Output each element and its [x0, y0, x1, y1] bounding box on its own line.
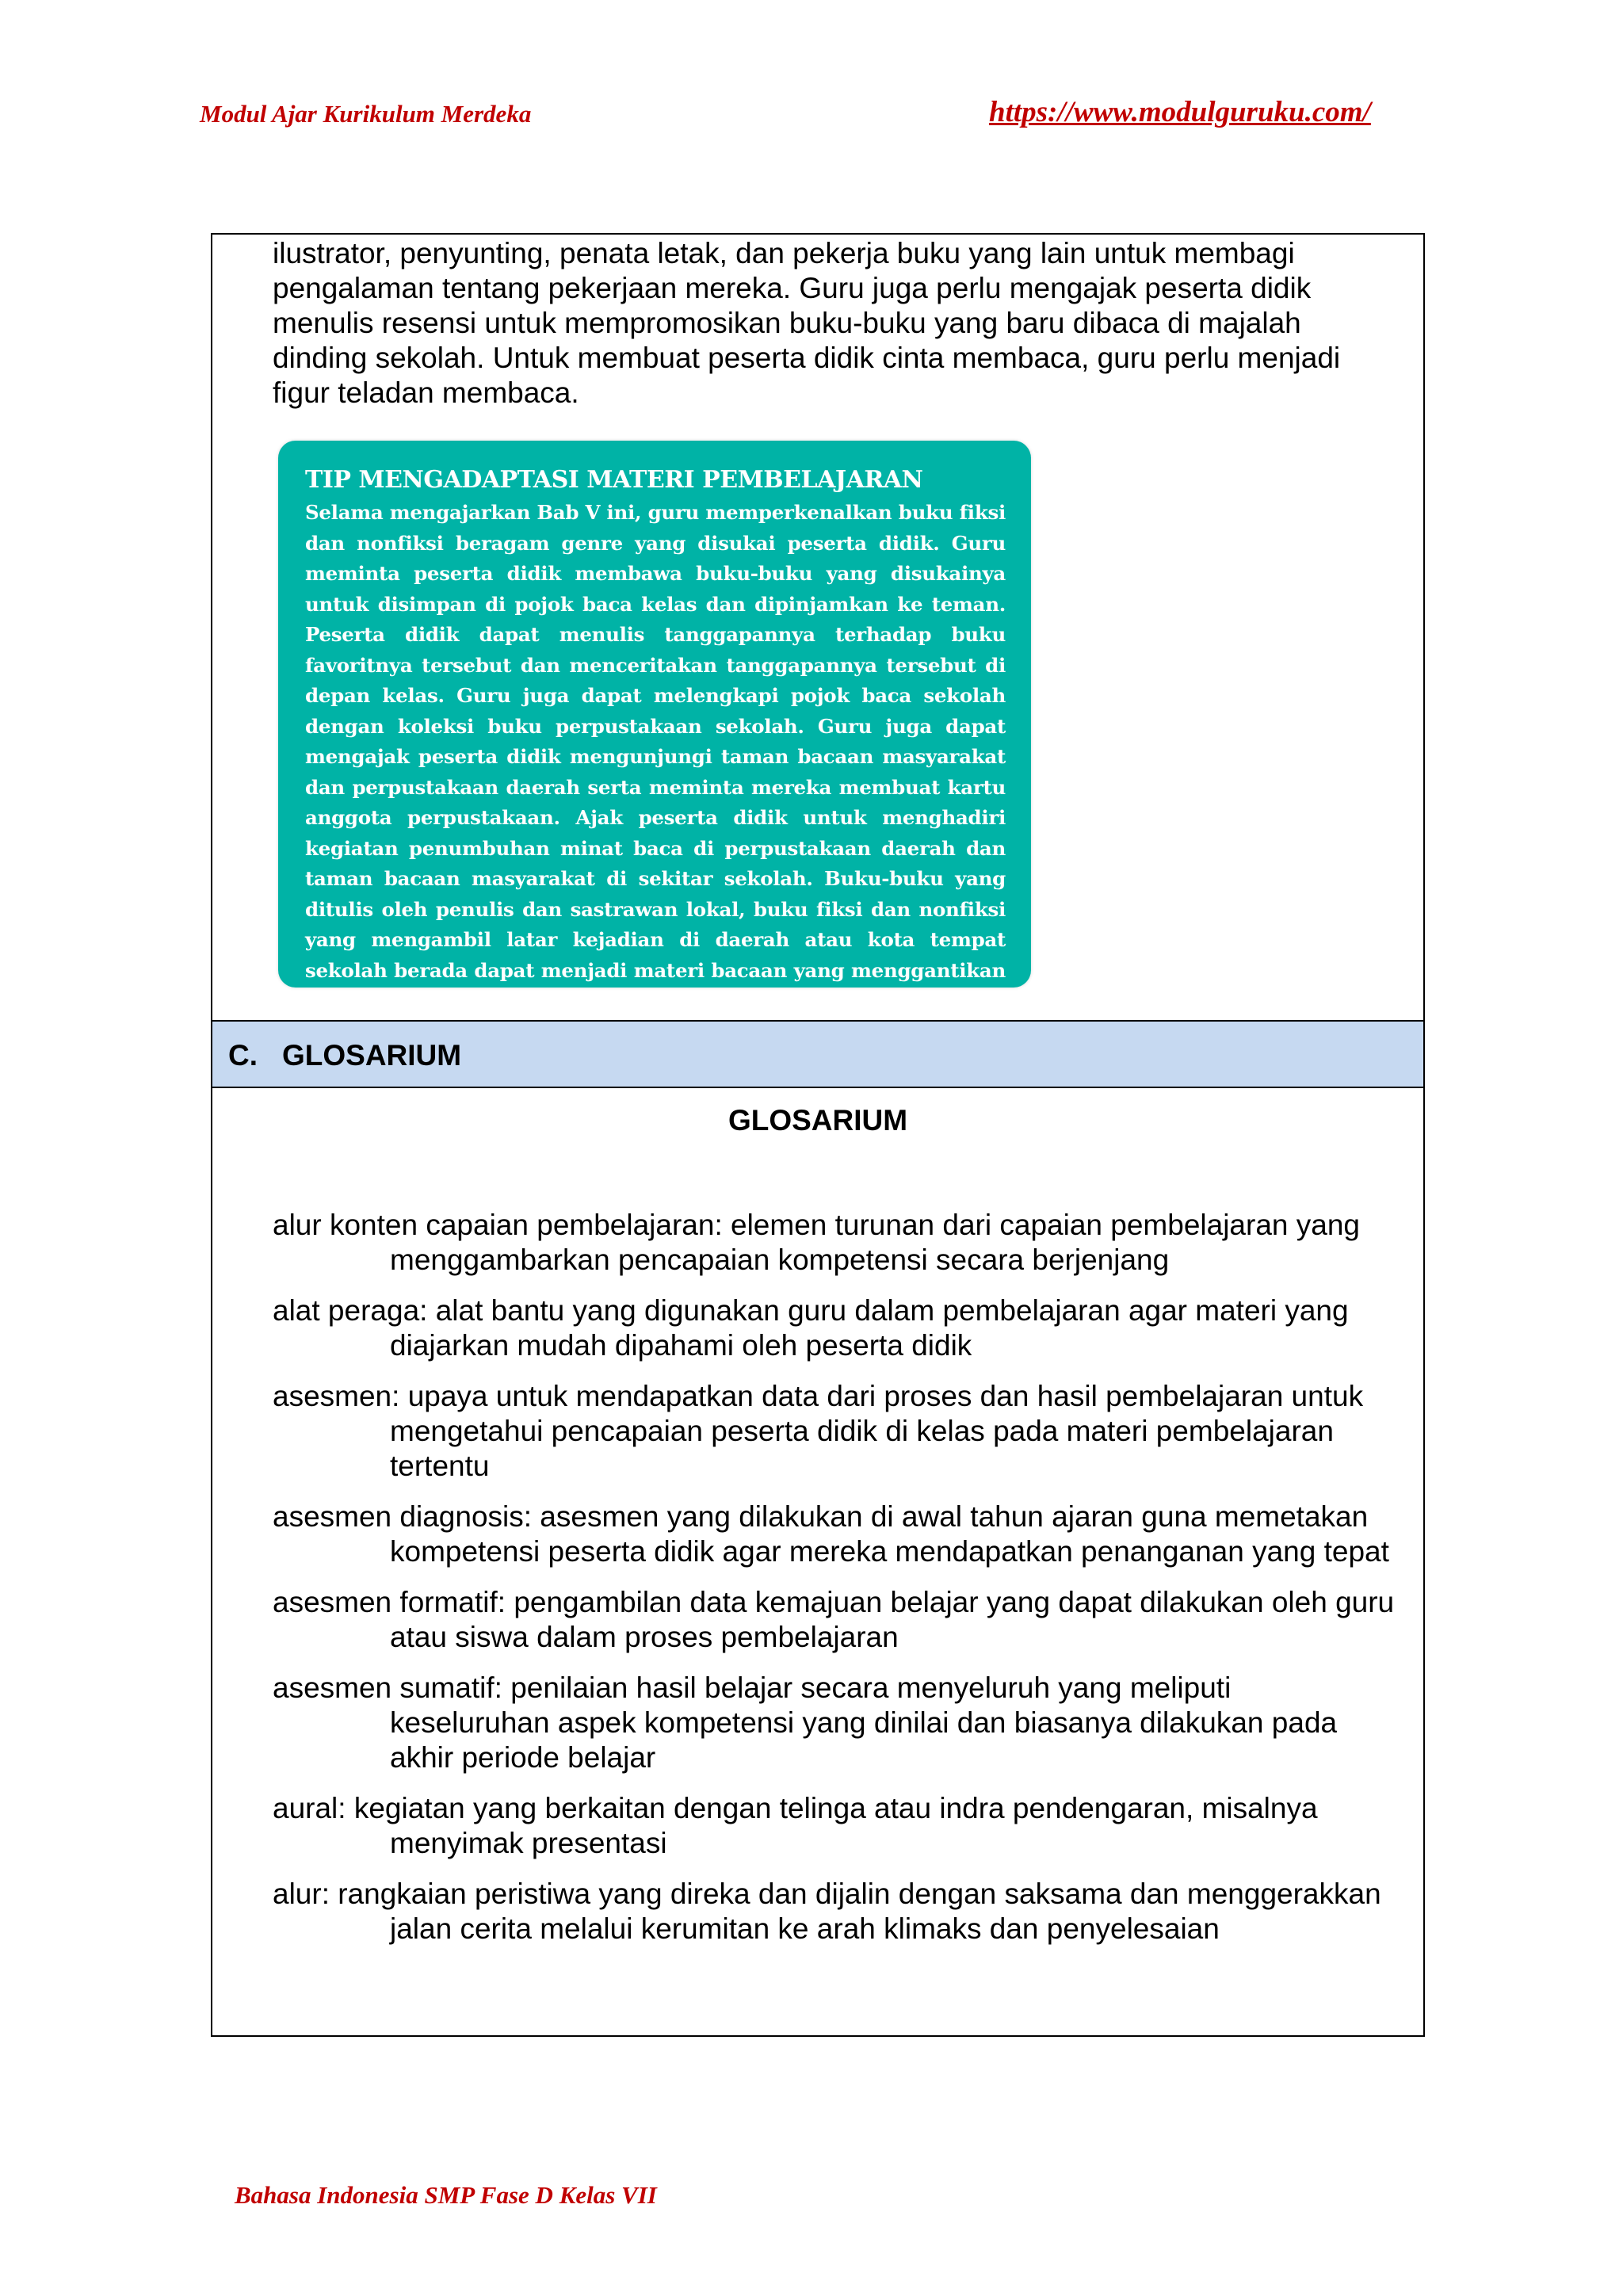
- glossary-item: aural: kegiatan yang berkaitan dengan telinga atau indra pendengaran, misalnya menyimak presentasi: [273, 1792, 1318, 1859]
- tip-box: [278, 441, 1031, 1012]
- section-letter: C.: [228, 1039, 258, 1072]
- header-module-title: Modul Ajar Kurikulum Merdeka: [200, 100, 532, 128]
- glossary-item: alur konten capaian pembelajaran: elemen turunan dari capaian pembelajaran yang menggambarkan pencapaian kompetensi secara berjenjang: [273, 1209, 1360, 1276]
- tip-body: Selama mengajarkan Bab V ini, guru memperkenalkan buku fiksi dan nonfiksi beragam genre yang disukai peserta didik. Guru meminta peserta didik membawa buku-buku yang disukainya untuk disimpan di pojok baca kelas dan dipinjamkan ke teman. Peserta didik dapat menulis tanggapannya terhadap buku favoritnya tersebut dan menceritakan tanggapannya tersebut di depan kelas. Guru juga dapat melengkapi pojok baca sekolah dengan koleksi buku perpustakaan sekolah. Guru juga dapat mengajak peserta didik mengunjungi taman bacaan masyarakat dan perpustakaan daerah serta meminta mereka membuat kartu anggota perpustakaan. Ajak peserta didik untuk menghadiri kegiatan penumbuhan minat baca di perpustakaan daerah dan taman bacaan masyarakat di sekitar sekolah. Buku-buku yang ditulis oleh penulis dan sastrawan lokal, buku fiksi dan nonfiksi yang mengambil latar kejadian di daerah atau kota tempat sekolah berada dapat menjadi materi bacaan yang menggantikan materi pada Bab V Buku Siswa ini.: [305, 501, 1006, 1012]
- glossary-item: alat peraga: alat bantu yang digunakan guru dalam pembelajaran agar materi yang diajarkan mudah dipahami oleh peserta didik: [273, 1294, 1349, 1362]
- glossary-list: [273, 1208, 1398, 1962]
- intro-paragraph: [273, 236, 1398, 411]
- glossary-title: GLOSARIUM: [727, 1104, 908, 1137]
- header-website-link[interactable]: https://www.modulguruku.com/: [989, 96, 1371, 128]
- footer-subject: Bahasa Indonesia SMP Fase D Kelas VII: [235, 2181, 657, 2209]
- section-header-glosarium: [212, 1020, 1423, 1088]
- glossary-item: asesmen formatif: pengambilan data kemajuan belajar yang dapat dilakukan oleh guru atau siswa dalam proses pembelajaran: [273, 1586, 1395, 1653]
- glossary-item: asesmen sumatif: penilaian hasil belajar secara menyeluruh yang meliputi keseluruhan aspek kompetensi yang dinilai dan biasanya dilakukan pada akhir periode belajar: [273, 1671, 1338, 1774]
- tip-title: TIP MENGADAPTASI MATERI PEMBELAJARAN: [305, 466, 923, 494]
- glossary-item: alur: rangkaian peristiwa yang direka dan dijalin dengan saksama dan menggerakkan jalan cerita melalui kerumitan ke arah klimaks dan penyelesaian: [273, 1878, 1381, 1945]
- glossary-item: asesmen diagnosis: asesmen yang dilakukan di awal tahun ajaran guna memetakan kompetensi peserta didik agar mereka mendapatkan penanganan yang tepat: [273, 1500, 1389, 1568]
- section-label: GLOSARIUM: [282, 1039, 462, 1072]
- glossary-item: asesmen: upaya untuk mendapatkan data dari proses dan hasil pembelajaran untuk mengetahui pencapaian peserta didik di kelas pada materi pembelajaran tertentu: [273, 1380, 1364, 1482]
- intro-text: ilustrator, penyunting, penata letak, dan pekerja buku yang lain untuk membagi pengalaman tentang pekerjaan mereka. Guru juga perlu mengajak peserta didik menulis resensi untuk mempromosikan buku-buku yang baru dibaca di majalah dinding sekolah. Untuk membuat peserta didik cinta membaca, guru perlu menjadi figur teladan membaca.: [273, 237, 1341, 409]
